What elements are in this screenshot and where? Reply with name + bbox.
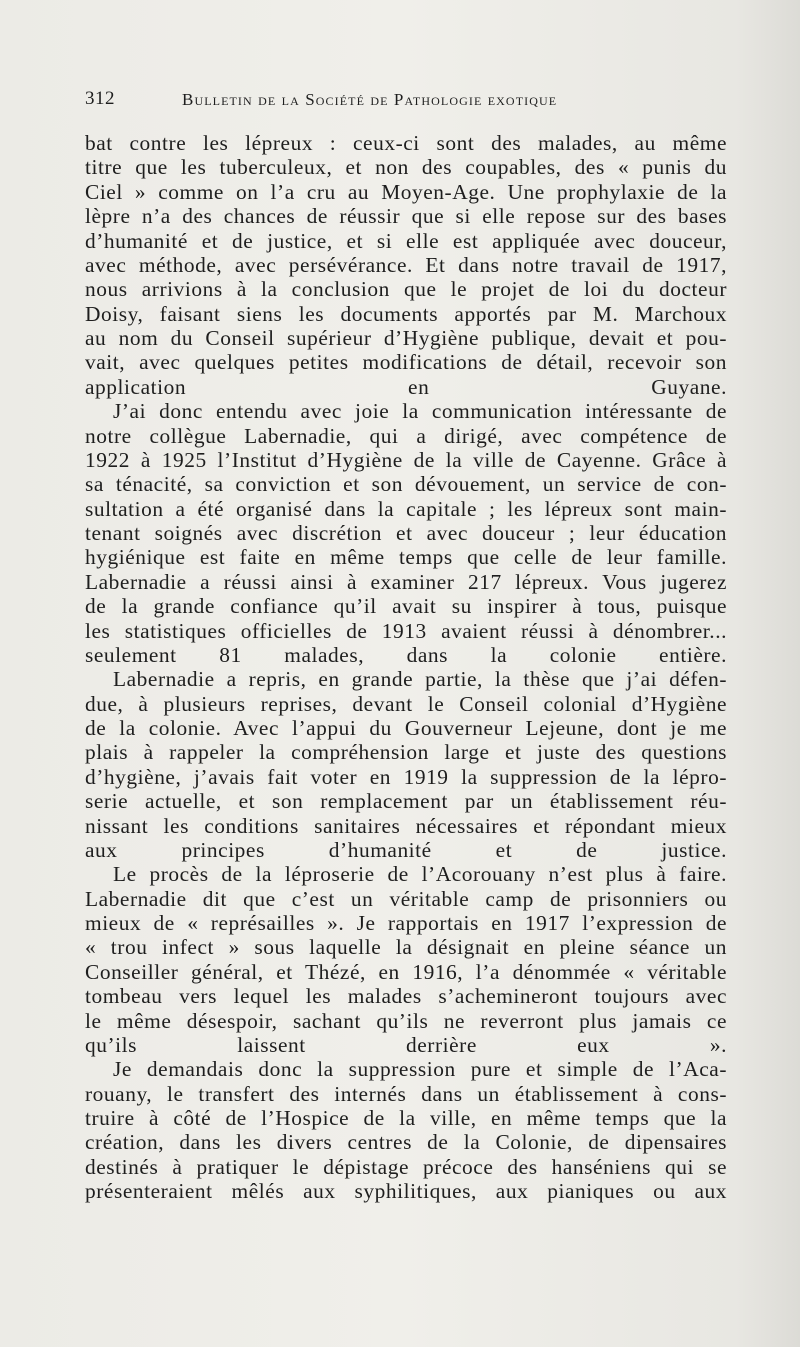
paragraph-3: Labernadie a repris, en grande partie, la thèse que j’ai défen- due, à plusieurs reprises, devant le Conseil colonial d’Hygiène de la colonie. Avec l’appui du Gouverneur Lejeune, dont je me plais à rappeler la compréhension large et juste des questions d’hygiène, j’avais fait voter en 1919 la suppression de la lépro- serie actuelle, et son remplacement par un établissement réu- nissant les conditions sanitaires nécessaires et répondant mieux aux principes d’humanité et de justice. [85,667,727,862]
running-head [85,88,727,114]
paragraph-2: J’ai donc entendu avec joie la communication intéressante de notre collègue Labernadie, qui a dirigé, avec compétence de 1922 à 1925 l’Institut d’Hygiène de la ville de Cayenne. Grâce à sa ténacité, sa conviction et son dévouement, un service de con- sultation a été organisé dans la capitale ; les lépreux sont main- tenant soignés avec discrétion et avec douceur ; leur éducation hygiénique est faite en même temps que celle de leur famille. Labernadie a réussi ainsi à examiner 217 lépreux. Vous jugerez de la grande confiance qu’il avait su inspirer à tous, puisque les statistiques officielles de 1913 avaient réussi à dénombrer... seulement 81 malades, dans la colonie entière. [85,399,727,667]
paragraph-5: Je demandais donc la suppression pure et simple de l’Aca- rouany, le transfert des internés dans un établissement à cons- truire à côté de l’Hospice de la ville, en même temps que la création, dans les divers centres de la Colonie, de dipensaires destinés à pratiquer le dépistage précoce des hanséniens qui se présenteraient mêlés aux syphilitiques, aux pianiques ou aux [85,1057,727,1204]
paragraph-4: Le procès de la léproserie de l’Acorouany n’est plus à faire. Labernadie dit que c’est un véritable camp de prisonniers ou mieux de « représailles ». Je rapportais en 1917 l’expression de « trou infect » sous laquelle la désignait en pleine séance un Conseiller général, et Thézé, en 1916, l’a dénommée « véritable tombeau vers lequel les malades s’achemineront toujours avec le même désespoir, sachant qu’ils ne reverront plus jamais ce qu’ils laissent derrière eux ». [85,862,727,1057]
page-number: 312 [85,88,115,109]
journal-title: Bulletin de la Société de Pathologie exotique [182,90,558,109]
body-text [85,131,727,1204]
paragraph-1: bat contre les lépreux : ceux-ci sont des malades, au même titre que les tuberculeux, et non des coupables, des « punis du Ciel » comme on l’a cru au Moyen-Age. Une prophylaxie de la lèpre n’a des chances de réussir que si elle repose sur des bases d’humanité et de justice, et si elle est appliquée avec douceur, avec méthode, avec persévérance. Et dans notre travail de 1917, nous arrivions à la conclusion que le projet de loi du docteur Doisy, faisant siens les documents apportés par M. Marchoux au nom du Conseil supérieur d’Hygiène publique, devait et pou- vait, avec quelques petites modifications de détail, recevoir son application en Guyane. [85,131,727,399]
